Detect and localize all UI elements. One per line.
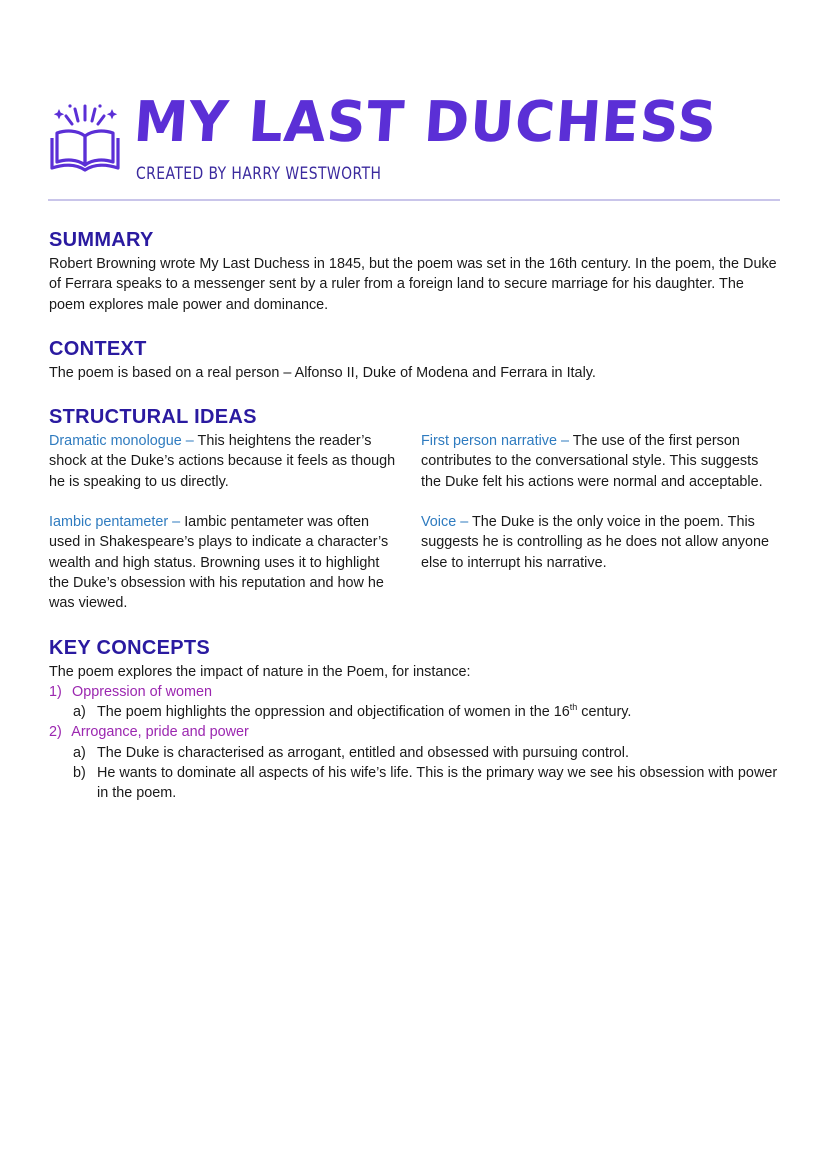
structural-idea-text: This heightens the reader’s shock at the Duke’s actions because it feels as though he is speaking to us directly. (49, 433, 396, 490)
structural-ideas-grid (49, 431, 781, 613)
summary-section (49, 226, 781, 315)
key-concepts-section (49, 634, 781, 804)
structural-idea-term: First person narrative – (421, 433, 573, 450)
sub-list-letter: a) (73, 744, 86, 761)
structural-idea (49, 512, 399, 613)
list-number: 2) (49, 724, 62, 741)
sub-list-item (49, 763, 781, 804)
author-credit: CREATED BY HARRY WESTWORTH (136, 164, 382, 184)
sub-list-letter: a) (73, 704, 86, 721)
document-title: MY LAST DUCHESS (131, 88, 720, 155)
list-item (49, 722, 781, 742)
sub-list-text: The Duke is characterised as arrogant, entitled and obsessed with pursuing control. (97, 744, 629, 761)
structural-idea-text: Iambic pentameter was often used in Shakespeare’s plays to indicate a character’s wealth and high status. Browning uses it to highlight the Duke’s obsession with his reputation and how he was viewed. (49, 514, 389, 612)
structural-idea (49, 431, 399, 492)
structural-idea-term: Dramatic monologue – (49, 433, 198, 450)
open-book-sparkle-icon (48, 100, 122, 174)
structural-idea-text: The use of the first person contributes to the conversational style. This suggests the Duke felt his actions were normal and acceptable. (421, 433, 763, 490)
sub-list-text: He wants to dominate all aspects of his wife’s life. This is the primary way we see his obsession with power in the poem. (97, 765, 778, 802)
sub-list-letter: b) (73, 765, 86, 782)
summary-heading: SUMMARY (49, 229, 154, 251)
key-concepts-heading: KEY CONCEPTS (49, 636, 211, 659)
structural-idea-term: Voice – (421, 514, 472, 531)
structural-ideas-section (49, 403, 781, 613)
structural-ideas-heading: STRUCTURAL IDEAS (49, 406, 257, 429)
structural-idea-term: Iambic pentameter – (49, 514, 185, 531)
document-body (49, 226, 781, 804)
structural-idea (421, 512, 771, 613)
list-item-label: Arrogance, pride and power (71, 724, 249, 741)
context-section (49, 335, 781, 383)
context-text: The poem is based on a real person – Alfonso II, Duke of Modena and Ferrara in Italy. (49, 364, 596, 381)
sub-list-text: The poem highlights the oppression and objectification of women in the 16th century. (97, 702, 632, 721)
context-heading: CONTEXT (49, 337, 147, 360)
sub-list-item (49, 702, 781, 722)
list-item-label: Oppression of women (72, 683, 212, 700)
list-item (49, 682, 781, 702)
key-concepts-intro: The poem explores the impact of nature in the Poem, for instance: (49, 663, 471, 680)
header-divider (48, 199, 780, 201)
structural-idea (421, 431, 771, 492)
summary-text: Robert Browning wrote My Last Duchess in 1845, but the poem was set in the 16th century. In the poem, the Duke of Ferrara speaks to a messenger sent by a ruler from a foreign land to secure marriage for his daughter. The poem explores male power and dominance. (49, 256, 777, 313)
structural-idea-text: The Duke is the only voice in the poem. This suggests he is controlling as he does not allow anyone else to interrupt his narrative. (421, 514, 769, 571)
document-header (48, 88, 780, 202)
list-number: 1) (49, 683, 62, 700)
sub-list-item (49, 743, 781, 763)
key-concepts-list (49, 682, 781, 804)
